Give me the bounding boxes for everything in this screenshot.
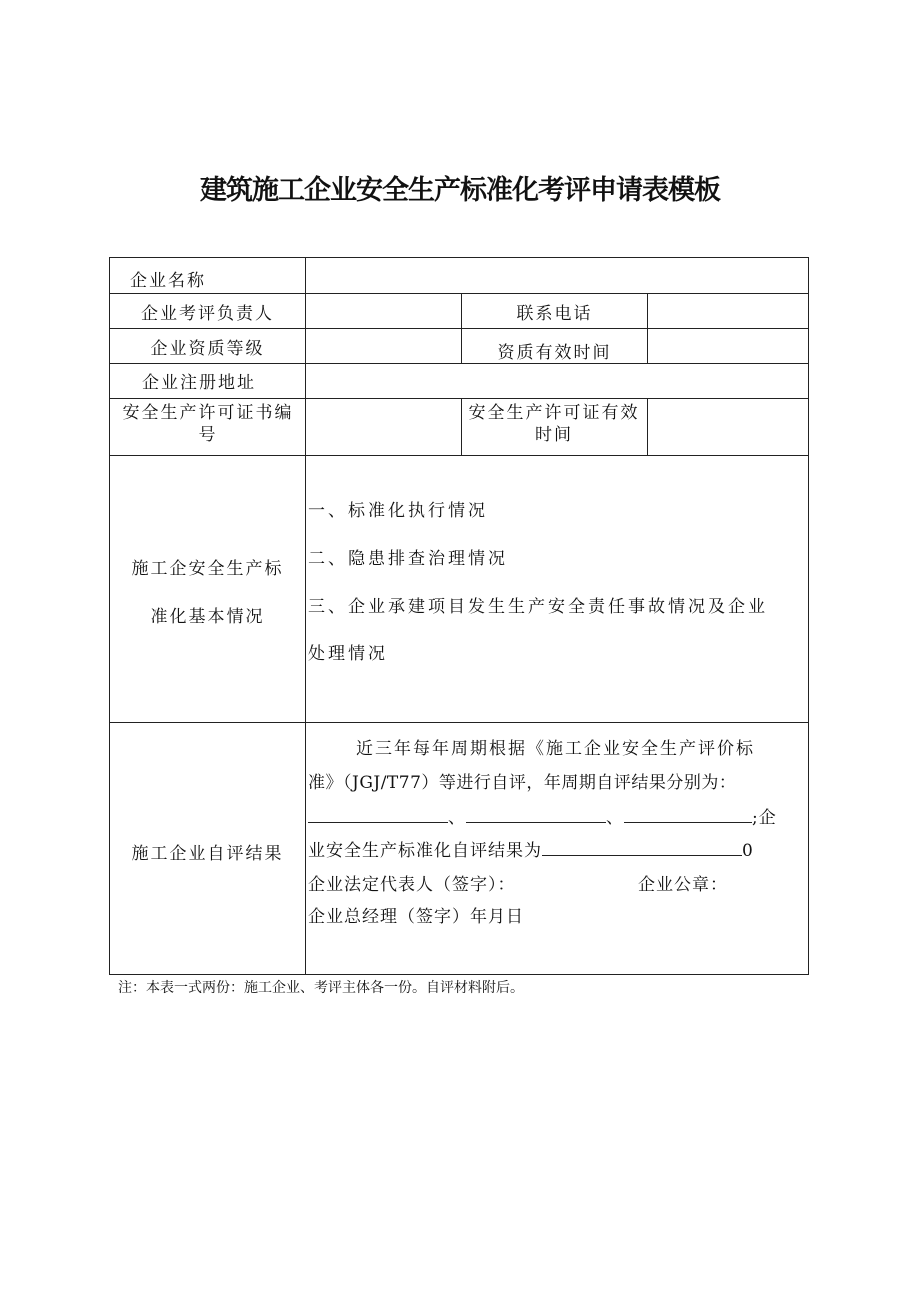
standardization-result-line (308, 836, 754, 861)
year2-result-blank[interactable] (466, 806, 606, 823)
qualification-grade-field[interactable] (307, 329, 460, 362)
basic-situation-label-line1: 施工企安全生产标 (131, 559, 284, 579)
standardization-result-blank[interactable] (542, 839, 742, 856)
self-evaluation-label: 施工企业自评结果 (131, 844, 284, 864)
evaluation-leader-field[interactable] (307, 294, 460, 327)
contact-phone-field[interactable] (649, 294, 807, 327)
standardization-result-end: 0 (742, 841, 754, 861)
separator-2: 、 (606, 808, 624, 828)
contact-phone-label: 联系电话 (516, 304, 593, 324)
document-title: 建筑施工企业安全生产标准化考评申请表模板 (200, 175, 720, 206)
year1-result-blank[interactable] (308, 806, 448, 823)
company-seal-label: 企业公章： (638, 875, 728, 895)
company-name-field[interactable] (307, 259, 807, 292)
legal-representative-signature: 企业法定代表人（签字）： (308, 875, 516, 895)
safety-license-no-label: 安全生产许可证书编号 (122, 403, 294, 445)
self-evaluation-line2: 准》（JGJ/T77）等进行自评，年周期自评结果分别为： (308, 773, 737, 793)
qualification-valid-time-field[interactable] (649, 329, 807, 362)
registered-address-field[interactable] (307, 364, 807, 397)
registered-address-label: 企业注册地址 (142, 373, 256, 393)
year3-result-blank[interactable] (624, 806, 752, 823)
general-manager-signature: 企业总经理（签字）年月日 (308, 907, 524, 927)
qualification-valid-time-label: 资质有效时间 (497, 343, 612, 363)
accident-situation-item-cont: 处理情况 (308, 644, 388, 664)
separator-1: 、 (448, 808, 466, 828)
company-name-label: 企业名称 (130, 271, 206, 291)
hazard-investigation-item: 二、隐患排查治理情况 (308, 549, 508, 569)
accident-situation-item: 三、企业承建项目发生生产安全责任事故情况及企业 (308, 597, 768, 617)
safety-license-valid-time-field[interactable] (649, 399, 807, 454)
standardization-execution-item: 一、标准化执行情况 (308, 501, 488, 521)
basic-situation-label-line2: 准化基本情况 (150, 607, 265, 627)
safety-license-valid-time-label: 安全生产许可证有效时间 (468, 403, 640, 445)
evaluation-leader-label: 企业考评负责人 (141, 304, 274, 324)
safety-license-no-field[interactable] (307, 399, 460, 454)
self-evaluation-results-line (308, 803, 777, 828)
self-evaluation-line1: 近三年每年周期根据《施工企业安全生产评价标 (356, 739, 755, 759)
results-line-end: ;企 (752, 808, 777, 828)
footnote: 注：本表一式两份：施工企业、考评主体各一份。自评材料附后。 (118, 980, 524, 996)
qualification-grade-label: 企业资质等级 (150, 339, 265, 359)
standardization-result-label: 业安全生产标准化自评结果为 (308, 841, 542, 861)
